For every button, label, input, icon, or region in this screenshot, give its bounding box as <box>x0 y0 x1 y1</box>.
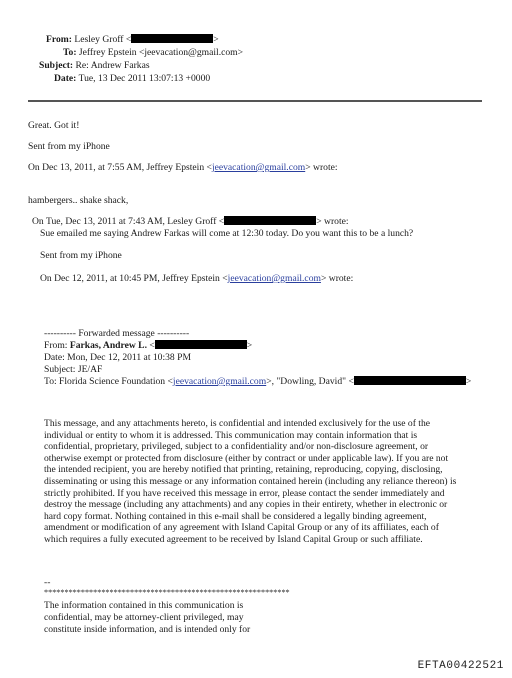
footer-line: The information contained in this communication is <box>44 600 244 611</box>
quote-header: On Tue, Dec 13, 2011 at 7:43 AM, Lesley Groff < > wrote: <box>32 216 349 227</box>
disclaimer-line: disseminating or using this message or any information contained herein (including any reliance thereon) is <box>44 475 457 487</box>
body-line: Great. Got it! <box>28 120 80 131</box>
body-line: Sue emailed me saying Andrew Farkas will come at 12:30 today. Do you want this to be a lunch? <box>40 228 414 239</box>
from-label: From: <box>46 34 72 45</box>
forward-subject: Subject: JE/AF <box>44 364 103 375</box>
forward-from-name: Farkas, Andrew L. <box>69 340 147 351</box>
forward-from: From: Farkas, Andrew L. < > <box>44 340 253 351</box>
bates-number: EFTA00422521 <box>417 660 504 672</box>
disclaimer-line: the intended recipient, you are hereby notified that printing, retaining, reproducing, copying, disclosing, <box>44 464 443 476</box>
disclaimer-line: individual or entity to whom it is addressed. This communication may contain information that is <box>44 429 418 441</box>
body-line: Sent from my iPhone <box>40 250 122 261</box>
forward-to: To: Florida Science Foundation <jeevacation@gmail.com>, "Dowling, David" < > <box>44 376 472 387</box>
quote-header: On Dec 12, 2011, at 10:45 PM, Jeffrey Epstein <jeevacation@gmail.com> wrote: <box>40 273 354 284</box>
disclaimer-line: destroy the message (including any attachments) and any copies in their entirety, whether in electronic or <box>44 499 448 511</box>
header-to <box>63 47 243 59</box>
footer-line: confidential, may be attorney-client privileged, may <box>44 612 244 623</box>
email-link[interactable]: jeevacation@gmail.com <box>172 376 267 387</box>
disclaimer-line: hard copy format. Nothing contained in this e-mail shall be considered a legally binding agreement, <box>44 510 427 522</box>
forward-divider: ---------- Forwarded message ---------- <box>44 328 190 339</box>
body-line: hambergers.. shake shack, <box>28 195 129 206</box>
email-link[interactable]: jeevacation@gmail.com <box>211 162 306 173</box>
redaction-bar <box>155 340 247 349</box>
redaction-bar <box>354 376 466 385</box>
disclaimer-line: which requires a fully executed agreement to be received by Island Capital Group or such affiliate. <box>44 533 423 545</box>
date-label: Date: <box>54 73 77 84</box>
quote-header: On Dec 13, 2011, at 7:55 AM, Jeffrey Epstein <jeevacation@gmail.com> wrote: <box>28 162 338 173</box>
header-date <box>54 73 210 85</box>
disclaimer <box>44 418 484 546</box>
footer-line: constitute inside information, and is intended only for <box>44 624 251 635</box>
redaction-bar <box>131 34 213 43</box>
disclaimer-line: strictly prohibited. If you have received this message in error, please contact the sender immediately and <box>44 487 445 499</box>
header-from: From: Lesley Groff < > <box>46 34 219 45</box>
disclaimer-line: otherwise exempt or protected from disclosure (either by contract or under applicable law). If you are not <box>44 452 449 464</box>
disclaimer-line: confidential, proprietary, privileged, subject to a confidentiality and/or non-disclosure agreement, or <box>44 441 429 453</box>
footer-stars: ************************************************************ <box>44 588 290 597</box>
from-value: Lesley Groff < <box>74 34 132 45</box>
footer-dashes: -- <box>44 577 51 588</box>
to-value: Jeffrey Epstein <jeevacation@gmail.com> <box>78 47 244 58</box>
header-subject <box>39 60 150 72</box>
subject-label: Subject: <box>39 60 74 71</box>
redaction-bar <box>224 216 316 225</box>
body-line: Sent from my iPhone <box>28 141 110 152</box>
forward-date: Date: Mon, Dec 12, 2011 at 10:38 PM <box>44 352 191 363</box>
subject-value: Re: Andrew Farkas <box>75 60 150 71</box>
date-value: Tue, 13 Dec 2011 13:07:13 +0000 <box>78 73 211 84</box>
disclaimer-line: amendment or modification of any agreement with Island Capital Group or any of its affiliates, each of <box>44 522 439 534</box>
header-divider <box>28 100 482 102</box>
disclaimer-line: This message, and any attachments hereto, is confidential and intended exclusively for the use of the <box>44 418 431 429</box>
to-label: To: <box>63 47 77 58</box>
email-link[interactable]: jeevacation@gmail.com <box>227 273 321 284</box>
